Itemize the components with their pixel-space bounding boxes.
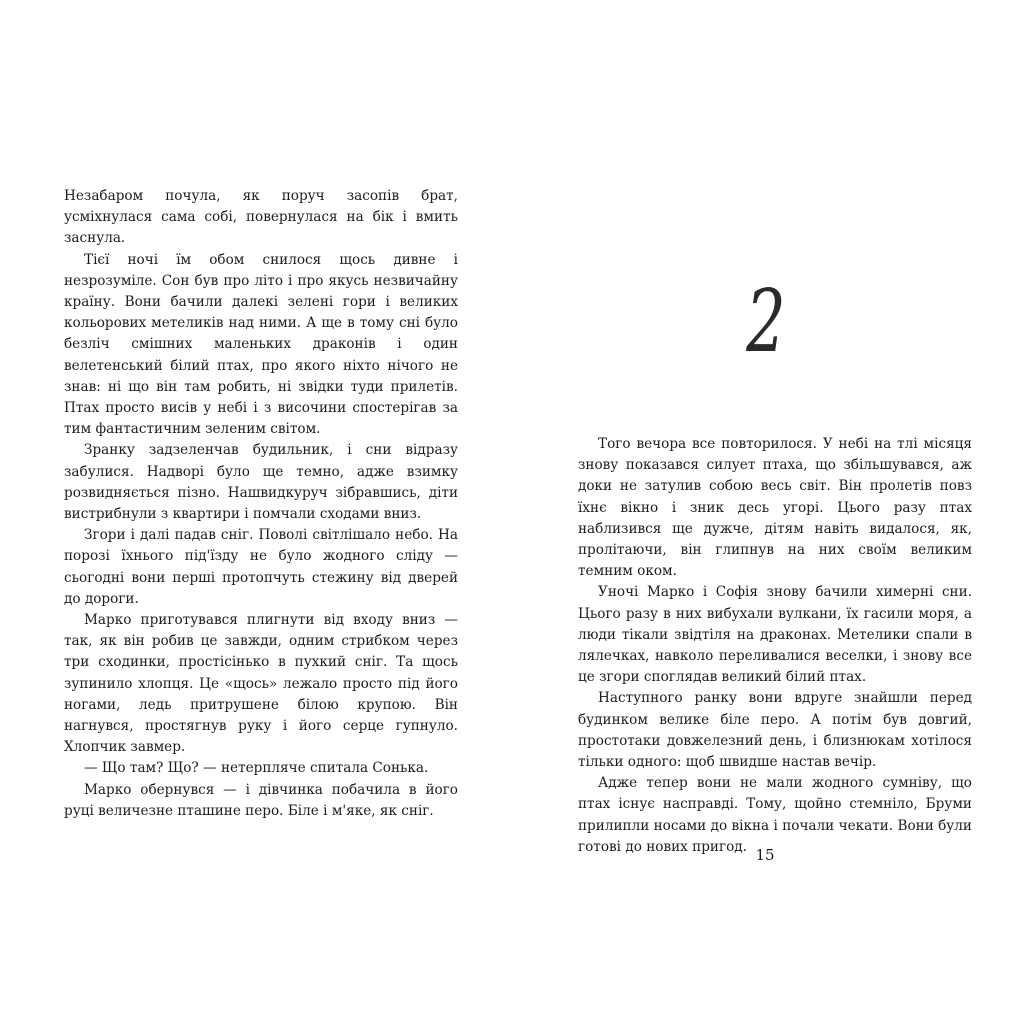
- paragraph: Адже тепер вони не мали жодного сумніву, що птах існує насправді. Тому, щойно стемніло, Бруми прилипли носами до вікна і почали чекати. Вони були готові до нових пригод.: [578, 775, 972, 855]
- chapter-number: 2: [746, 272, 786, 372]
- left-page-text: [64, 186, 458, 822]
- paragraph: Незабаром почула, як поруч засопів брат, усміхнулася сама собі, повернулася на бік і вмить заснула.: [64, 188, 458, 247]
- paragraph: Тієї ночі їм обом снилося щось дивне і незрозуміле. Сон був про літо і про якусь незвичайну країну. Вони бачили далекі зелені гори і великих кольорових метеликів над ними. А ще в тому сні було безліч смішних маленьких драконів і один велетенський білий птах, про якого ніхто нічого не знав: ні що він там робить, ні звідки туди прилетів. Птах просто висів у небі і з височини спостерігав за тим фантастичним зеленим світом.: [64, 251, 458, 438]
- right-page: [512, 0, 1024, 1024]
- right-page-text: [578, 434, 972, 858]
- paragraph: — Що там? Що? — нетерпляче спитала Сонька.: [84, 760, 429, 777]
- paragraph: Марко приготувався плигнути від входу вниз — так, як він робив це завжди, одним стрибком через три сходинки, простісінько в пухкий сніг. Та щось зупинило хлопця. Це «щось» лежало просто під його ногами, ледь притрушене білою крупою. Він нагнувся, простягнув руку і його серце гупнуло. Хлопчик завмер.: [64, 612, 458, 756]
- paragraph: Згори і далі падав сніг. Поволі світлішало небо. На порозі їхнього під'їзду не було жодного сліду — сьогодні вони перші протопчуть стежину від дверей до дороги.: [64, 527, 458, 607]
- paragraph: Зранку задзеленчав будильник, і сни відразу забулися. Надворі було ще темно, адже взимку розвидняється пізно. Нашвидкуруч зібравшись, діти вистрибнули з квартири і помчали сходами вниз.: [64, 442, 458, 523]
- paragraph: Наступного ранку вони вдруге знайшли перед будинком велике біле перо. А потім був довгий, простотаки довжелезний день, і близнюкам хотілося тільки одного: щоб швидше настав вечір.: [578, 690, 972, 771]
- paragraph: Того вечора все повторилося. У небі на тлі місяця знову показався силует птаха, що збільшувався, аж доки не затулив собою весь світ. Він пролетів повз їхнє вікно і зник десь угорі. Цього разу птах наблизився ще дужче, дітям навіть видалося, як, пролітаючи, він глипнув на них своїм великим темним оком.: [578, 436, 972, 580]
- paragraph: Марко обернувся — і дівчинка побачила в його руці величезне пташине перо. Біле і м'яке, як сніг.: [64, 781, 458, 819]
- paragraph: Уночі Марко і Софія знову бачили химерні сни. Цього разу в них вибухали вулкани, їх гасили моря, а люди тікали звідтіля на драконах. Метелики спали в лялечках, навколо переливалися веселки, і знову все це згори споглядав великий білий птах.: [578, 584, 972, 686]
- page-number: 15: [755, 846, 775, 864]
